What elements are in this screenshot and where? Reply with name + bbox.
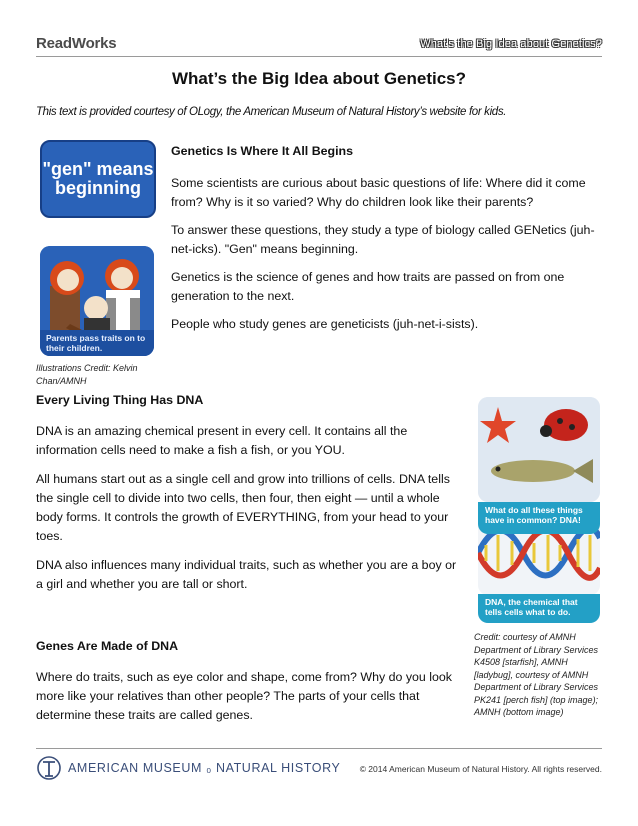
page-title: What’s the Big Idea about Genetics? xyxy=(171,69,467,88)
section-dna xyxy=(36,391,462,604)
illustration-credit xyxy=(36,362,151,388)
museum-name: AMERICAN MUSEUM ₀ NATURAL HISTORY xyxy=(68,761,341,775)
gen-means-beginning-text: "gen" means beginning xyxy=(42,159,154,198)
section-heading: Every Living Thing Has DNA xyxy=(36,393,204,407)
section-genetics-begins xyxy=(171,142,611,343)
paragraph: DNA is an amazing chemical present in every cell. It contains all the information cells need to make a fish a fish, or you YOU. xyxy=(36,424,408,457)
dna-chemical-caption: DNA, the chemical that tells cells what to do. xyxy=(478,594,600,623)
amnh-logo xyxy=(36,756,340,780)
family-caption: Parents pass traits on to their children. xyxy=(40,330,154,356)
paragraph: Some scientists are curious about basic questions of life: Where did it come from? Why is it so varied? Why do children look like their parents? xyxy=(171,176,586,209)
section-heading: Genes Are Made of DNA xyxy=(36,639,179,653)
courtesy-note: This text is provided courtesy of OLogy, the American Museum of Natural History’s website for kids. xyxy=(36,106,507,118)
readworks-logo: ReadWorks xyxy=(36,35,117,52)
paragraph: Genetics is the science of genes and how traits are passed on from one generation to the next. xyxy=(171,270,565,303)
copyright: © 2014 American Museum of Natural History. All rights reserved. xyxy=(359,764,602,774)
gen-means-beginning-panel xyxy=(40,140,156,218)
paragraph: All humans start out as a single cell and grow into trillions of cells. DNA tells the single cell to divide into two cells, then four, then eight — until a whole body forms. It controls the growth of EVERYTHING, from your head to your toes. xyxy=(36,472,450,543)
section-genes xyxy=(36,637,462,735)
amnh-emblem-icon xyxy=(36,756,62,780)
starfish-ladybug-fish-picture xyxy=(478,397,600,502)
paragraph: DNA also influences many individual traits, such as whether you are a boy or a girl and whether you are tall or short. xyxy=(36,558,457,591)
paragraph: Where do traits, such as eye color and shape, come from? Why do you look more like your relatives than other people? The parts of your cells that determine these traits are called genes. xyxy=(36,670,452,722)
organisms-photo xyxy=(478,397,600,502)
dna-illustration xyxy=(474,393,602,623)
header-title: What's the Big Idea about Genetics? xyxy=(420,38,602,50)
dna-common-caption: What do all these things have in common? DNA! xyxy=(478,502,600,534)
footer-divider xyxy=(36,748,602,749)
illustration-credit-text: Illustrations Credit: Kelvin Chan/AMNH xyxy=(36,363,138,386)
genetics-illustration xyxy=(36,136,158,356)
photo-credit: Credit: courtesy of AMNH Department of Library Services K4508 [starfish], AMNH [ladybug], courtesy of AMNH Department of Library Services PK241 [perch fish] (top image); AMNH (bottom image) xyxy=(474,632,599,717)
paragraph: People who study genes are geneticists (juh-net-i-sists). xyxy=(171,317,479,331)
paragraph: To answer these questions, they study a type of biology called GENetics (juh-net-icks). "Gen" means beginning. xyxy=(171,223,595,256)
header-divider xyxy=(36,56,602,57)
section-heading: Genetics Is Where It All Begins xyxy=(171,144,354,158)
family-panel xyxy=(40,246,154,356)
